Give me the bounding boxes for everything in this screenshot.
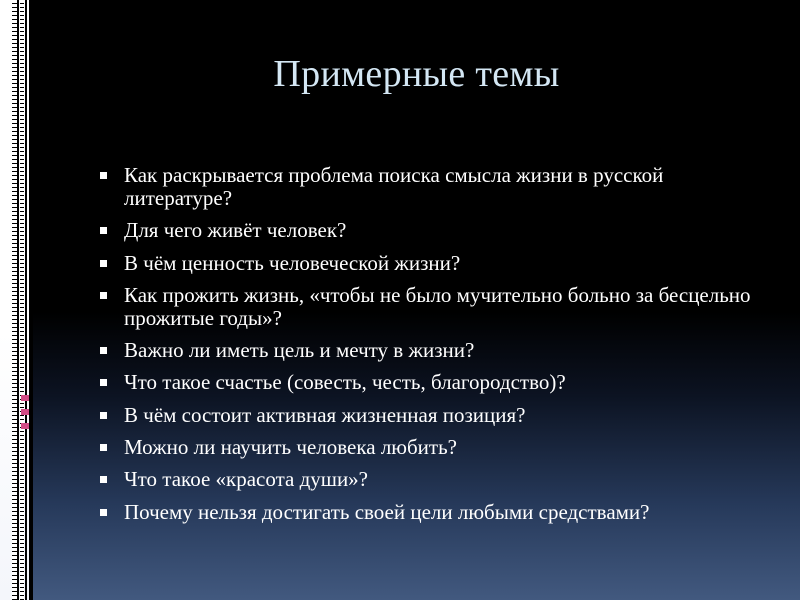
topics-list	[96, 164, 776, 533]
list-item	[96, 371, 776, 394]
square-bullet-icon	[100, 347, 107, 354]
square-bullet-icon	[100, 444, 107, 451]
square-bullet-icon	[100, 227, 107, 234]
list-item-text: В чём состоит активная жизненная позиция?	[124, 402, 526, 427]
slide-title: Примерные темы	[273, 53, 560, 95]
square-bullet-icon	[100, 292, 107, 299]
list-item-text: В чём ценность человеческой жизни?	[124, 250, 461, 275]
list-item-text: Можно ли научить человека любить?	[124, 435, 457, 460]
list-item	[96, 404, 776, 427]
black-decor-line-1	[17, 0, 19, 600]
square-bullet-icon	[100, 260, 107, 267]
square-bullet-icon	[100, 172, 107, 179]
pink-mark	[21, 423, 29, 429]
striped-decor-bar-2	[20, 0, 24, 600]
list-item	[96, 284, 776, 330]
pink-mark	[21, 395, 29, 401]
list-item-text: Что такое «красота души»?	[124, 467, 369, 492]
list-item	[96, 501, 776, 524]
list-item-text: Для чего живёт человек?	[124, 218, 347, 243]
square-bullet-icon	[100, 412, 107, 419]
list-item	[96, 252, 776, 275]
list-item	[96, 219, 776, 242]
black-decor-line-2	[25, 0, 27, 600]
list-item-text: Что такое счастье (совесть, честь, благородство)?	[124, 370, 566, 395]
list-item-text: Важно ли иметь цель и мечту в жизни?	[124, 338, 475, 363]
pink-mark	[21, 409, 29, 415]
square-bullet-icon	[100, 379, 107, 386]
square-bullet-icon	[100, 509, 107, 516]
list-item	[96, 339, 776, 362]
square-bullet-icon	[100, 476, 107, 483]
list-item-text: Как прожить жизнь, «чтобы не было мучительно больно за бесцельно прожитые годы»?	[124, 282, 751, 330]
list-item	[96, 468, 776, 491]
list-item	[96, 164, 776, 210]
list-item	[96, 436, 776, 459]
list-item-text: Почему нельзя достигать своей цели любыми средствами?	[124, 499, 650, 524]
pink-accent-marks	[21, 395, 29, 435]
list-item-text: Как раскрывается проблема поиска смысла жизни в русской литературе?	[124, 163, 664, 210]
